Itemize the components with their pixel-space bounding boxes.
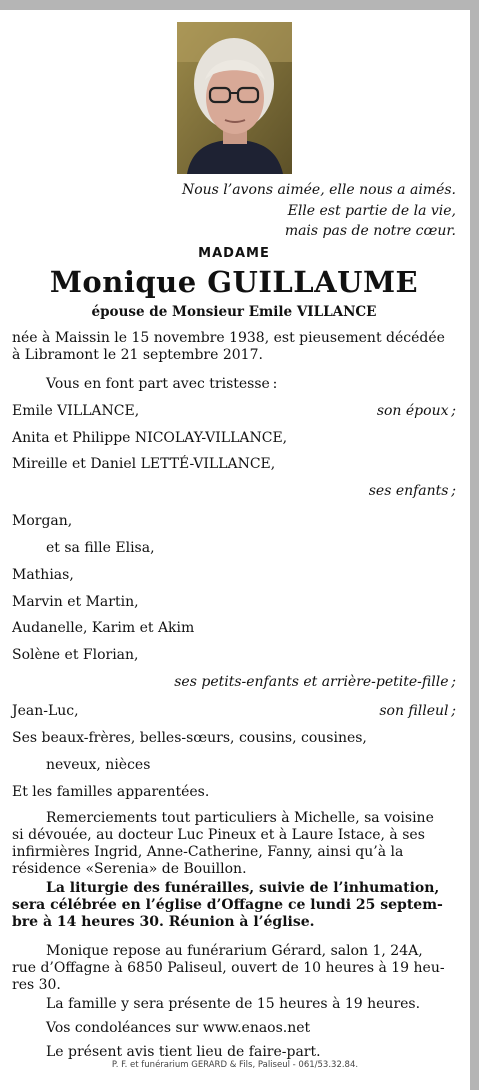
text-line: rue d’Offagne à 6850 Paliseul, ouvert de 10 heures à 19 heu- (12, 960, 445, 976)
grandchild-row: Solène et Florian, (12, 647, 139, 663)
epitaph-quote (126, 180, 456, 242)
text-line: née à Maissin le 15 novembre 1938, est pieusement décédée (12, 330, 445, 346)
thanks-paragraph (12, 810, 456, 878)
text-line: res 30. (12, 977, 61, 993)
family-child-row: Anita et Philippe NICOLAY-VILLANCE, (12, 430, 288, 446)
quote-line: mais pas de notre cœur. (284, 223, 456, 239)
text-line: Remerciements tout particuliers à Michelle, sa voisine (46, 810, 434, 826)
family-role: son époux ; (376, 403, 456, 419)
announce-line: Vous en font part avec tristesse : (46, 376, 278, 392)
family-name: Jean-Luc, (12, 703, 79, 719)
family-name: Emile VILLANCE, (12, 403, 140, 419)
nephews-row: neveux, nièces (46, 757, 151, 773)
family-presence-line: La famille y sera présente de 15 heures à 19 heures. (46, 996, 421, 1012)
text-line: La liturgie des funérailles, suivie de l’inhumation, (46, 880, 440, 896)
obituary-card (0, 10, 470, 1090)
condolences-line: Vos condoléances sur www.enaos.net (46, 1020, 311, 1036)
godson-row (12, 703, 456, 720)
family-child-row: Mireille et Daniel LETTÉ-VILLANCE, (12, 456, 276, 472)
family-role: ses enfants ; (368, 483, 456, 499)
grandchildren-role-row (12, 674, 456, 691)
grandchild-row: Audanelle, Karim et Akim (12, 620, 195, 636)
spouse-line: épouse de Monsieur Emile VILLANCE (91, 304, 377, 320)
liturgy-paragraph (12, 880, 456, 931)
related-row: Et les familles apparentées. (12, 784, 210, 800)
deceased-name: Monique GUILLAUME (49, 265, 419, 299)
portrait-photo-icon (177, 22, 292, 174)
portrait-photo (177, 22, 292, 174)
text-line: résidence «Serenia» de Bouillon. (12, 861, 247, 877)
family-role: son filleul ; (379, 703, 456, 719)
in-laws-row: Ses beaux-frères, belles-sœurs, cousins, cousines, (12, 730, 367, 746)
family-role: ses petits-enfants et arrière-petite-fille ; (174, 674, 456, 690)
text-line: sera célébrée en l’église d’Offagne ce lundi 25 septem- (12, 897, 443, 913)
text-line: si dévouée, au docteur Luc Pineux et à Laure Istace, à ses (12, 827, 425, 843)
family-spouse-row (12, 403, 456, 420)
notice-line: Le présent avis tient lieu de faire-part. (46, 1044, 321, 1060)
text-line: à Libramont le 21 septembre 2017. (12, 347, 263, 363)
birth-death-text (12, 330, 456, 364)
grandchild-row: et sa fille Elisa, (46, 540, 155, 556)
title-word: MADAME (198, 246, 270, 261)
children-role-row (12, 483, 456, 500)
text-line: infirmières Ingrid, Anne-Catherine, Fanny, ainsi qu’à la (12, 844, 404, 860)
text-line: Monique repose au funérarium Gérard, salon 1, 24A, (46, 943, 423, 959)
grandchild-row: Marvin et Martin, (12, 594, 139, 610)
grandchild-row: Mathias, (12, 567, 74, 583)
text-line: bre à 14 heures 30. Réunion à l’église. (12, 914, 315, 930)
grandchild-row: Morgan, (12, 513, 73, 529)
funeral-director-footer: P. F. et funérarium GERARD & Fils, Paliseul - 061/53.32.84. (111, 1060, 359, 1070)
quote-line: Nous l’avons aimée, elle nous a aimés. (181, 182, 456, 198)
quote-line: Elle est partie de la vie, (287, 202, 456, 219)
funeral-home-paragraph (12, 943, 456, 994)
